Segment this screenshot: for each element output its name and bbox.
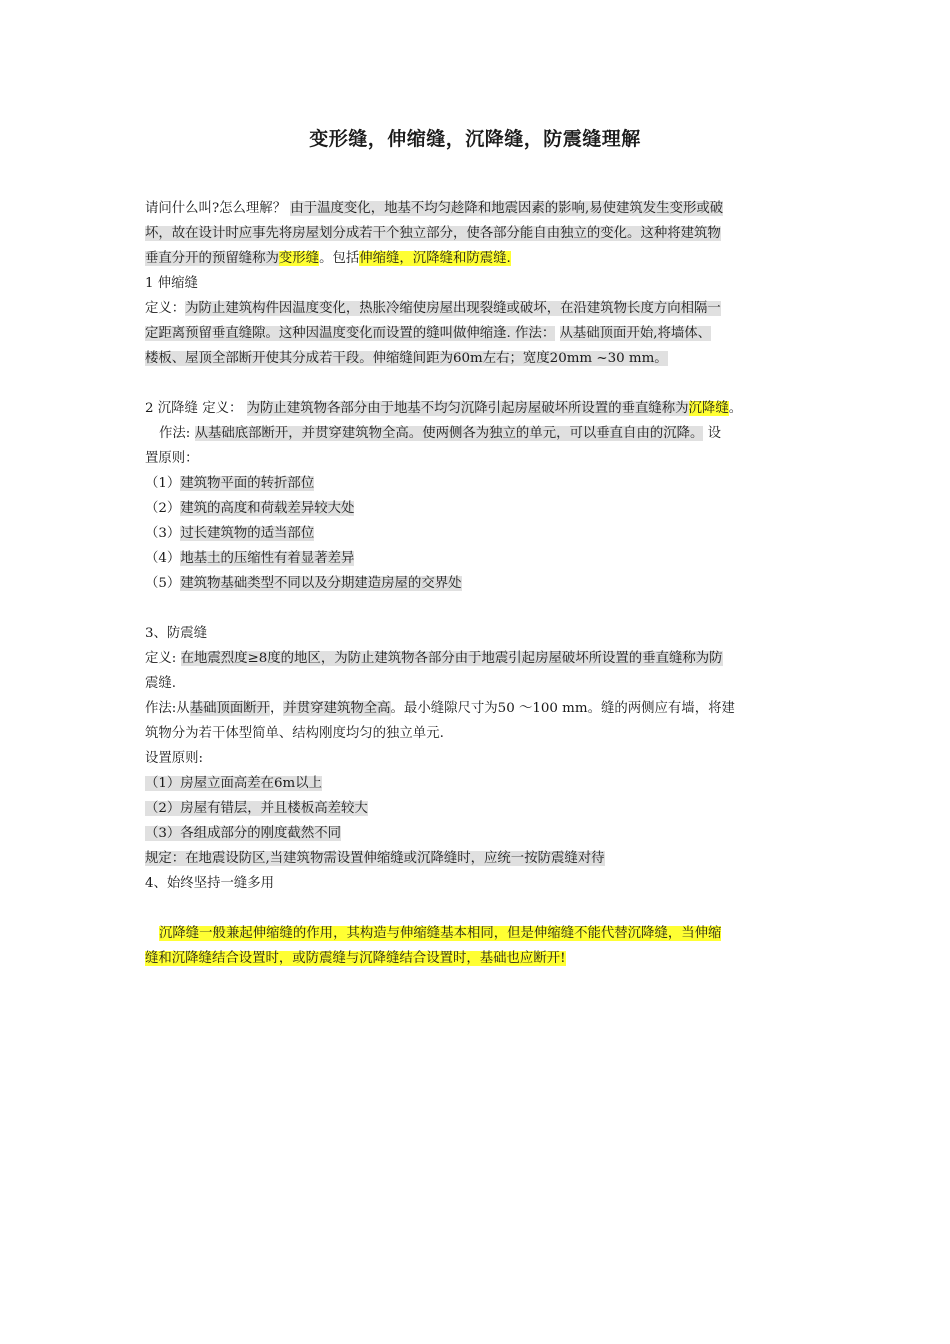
list-number: （4） <box>145 551 181 566</box>
list-item <box>145 496 825 521</box>
list-number: （5） <box>145 576 181 591</box>
section-1-line-3 <box>145 346 825 371</box>
intro-line-1 <box>145 196 825 221</box>
section-4-heading: 4、始终坚持一缝多用 <box>145 876 275 891</box>
method-text: 从基础底部断开，并贯穿建筑物全高。使两侧各为独立的单元，可以垂直自由的沉降。 <box>194 426 704 441</box>
list-text: 建筑物平面的转折部位 <box>180 476 315 491</box>
spacer <box>145 371 825 396</box>
section-1-line-1 <box>145 296 825 321</box>
list-item <box>145 471 825 496</box>
list-text: 建筑物基础类型不同以及分期建造房屋的交界处 <box>180 576 462 591</box>
list-text: 建筑的高度和荷载差异较大处 <box>180 501 355 516</box>
list-text: （1）房屋立面高差在6m以上 <box>145 776 323 791</box>
intro-line-2 <box>145 221 825 246</box>
definition-text: 在地震烈度≥8度的地区，为防止建筑物各部分由于地震引起房屋破坏所设置的垂直缝称为防 <box>180 651 723 666</box>
highlight-term: 沉降缝 <box>688 401 729 416</box>
list-text: 过长建筑物的适当部位 <box>180 526 315 541</box>
closing-text: 缝和沉降缝结合设置时，或防震缝与沉降缝结合设置时，基础也应断开! <box>145 951 566 966</box>
list-text: （3）各组成部分的刚度截然不同 <box>145 826 341 841</box>
list-number: （3） <box>145 526 181 541</box>
label: 设 <box>707 426 722 441</box>
document-body <box>145 196 825 971</box>
list-number: （1） <box>145 476 181 491</box>
section-3-line-5: 设置原则: <box>145 751 204 766</box>
definition-text: 为防止建筑物各部分由于地基不均匀沉降引起房屋破坏所设置的垂直缝称为 <box>246 401 689 416</box>
label: 定义： <box>145 301 186 316</box>
list-item <box>145 571 825 596</box>
method-text: 并贯穿建筑物全高 <box>283 701 391 716</box>
section-3-line-2: 震缝. <box>145 676 177 691</box>
section-1-line-2 <box>145 321 825 346</box>
definition-text: 定距离预留垂直缝隙。这种因温度变化而设置的缝叫做伸缩逢. 作法： <box>145 326 556 341</box>
definition-text: 为防止建筑构件因温度变化，热胀冷缩使房屋出现裂缝或破坏，在沿建筑物长度方向相隔一 <box>185 301 721 316</box>
list-number: （2） <box>145 501 181 516</box>
list-item <box>145 546 825 571</box>
label: 作法: <box>159 426 191 441</box>
method-text: 。最小缝隙尺寸为50 ～100 mm。缝的两侧应有墙，将建 <box>390 701 735 716</box>
intro-question: 请问什么叫?怎么理解？ <box>145 201 287 216</box>
list-item <box>145 796 825 821</box>
label: 作法:从 <box>145 701 190 716</box>
highlight-term: 伸缩缝，沉降缝和防震缝. <box>359 251 511 266</box>
highlight-term: 变形缝 <box>278 251 320 266</box>
closing-line-2 <box>145 946 825 971</box>
section-3-rule <box>145 846 825 871</box>
punctuation: 。 <box>728 401 743 416</box>
intro-text: 垂直分开的预留缝称为 <box>145 251 279 266</box>
page-title: 变形缝，伸缩缝，沉降缝，防震缝理解 <box>309 128 641 150</box>
section-2-line-3: 置原则： <box>145 451 199 466</box>
intro-text: 。包括 <box>319 251 360 266</box>
method-text: 基础顶面断开 <box>189 701 271 716</box>
list-text: （2）房屋有错层，并且楼板高差较大 <box>145 801 368 816</box>
intro-text: 坏，故在设计时应事先将房屋划分成若干个独立部分，使各部分能自由独立的变化。这种将建筑物 <box>145 226 721 241</box>
punctuation: ， <box>270 701 284 716</box>
method-text: 楼板、屋顶全部断开使其分成若干段。伸缩缝间距为60m左右；宽度20mm ~30 mm。 <box>145 351 668 366</box>
section-2-line-2 <box>145 421 825 446</box>
list-item <box>145 821 825 846</box>
spacer <box>145 596 825 621</box>
spacer <box>145 896 825 921</box>
list-item <box>145 521 825 546</box>
intro-text: 由于温度变化，地基不均匀趁降和地震因素的影响,易使建筑发生变形或破 <box>290 201 724 216</box>
list-text: 地基土的压缩性有着显著差异 <box>180 551 355 566</box>
section-3-line-1 <box>145 646 825 671</box>
section-1-heading: 1 伸缩缝 <box>145 276 198 291</box>
section-2-line-1 <box>145 396 825 421</box>
closing-line-1 <box>145 921 825 946</box>
section-3-line-4: 筑物分为若干体型简单、结构刚度均匀的独立单元. <box>145 726 444 741</box>
section-3-line-3 <box>145 696 825 721</box>
closing-text: 沉降缝一般兼起伸缩缝的作用，其构造与伸缩缝基本相同，但是伸缩缝不能代替沉降缝，当伸缩 <box>159 926 722 941</box>
method-text: 从基础顶面开始,将墙体、 <box>559 326 712 341</box>
list-item <box>145 771 825 796</box>
rule-text: 规定：在地震设防区,当建筑物需设置伸缩缝或沉降缝时，应统一按防震缝对待 <box>145 851 605 866</box>
label: 定义: <box>145 651 177 666</box>
label: 2 沉降缝 定义： <box>145 401 243 416</box>
section-3-heading: 3、防震缝 <box>145 626 208 641</box>
intro-line-3 <box>145 246 825 271</box>
